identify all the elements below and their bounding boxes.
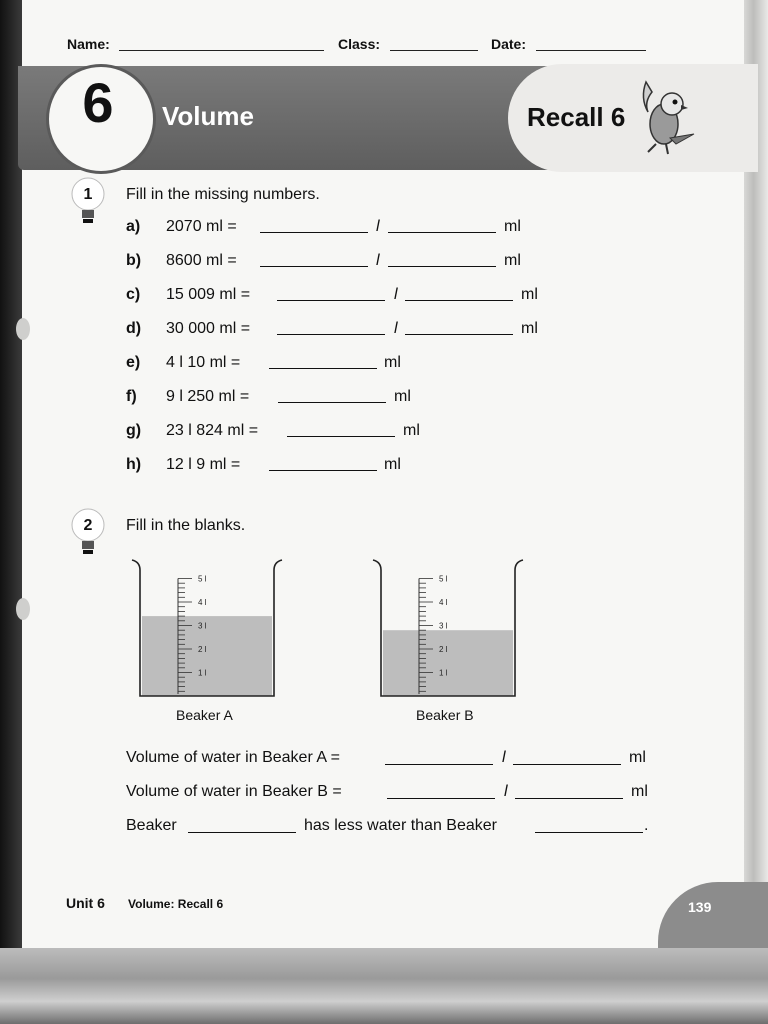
scale-label: 1 l	[198, 668, 207, 678]
item-expression: 9 l 250 ml =	[166, 388, 250, 405]
answer-blank[interactable]	[513, 764, 621, 765]
scale-label: 1 l	[439, 668, 448, 678]
item-expression: 23 l 824 ml =	[166, 422, 259, 439]
question-2-number: 2	[83, 517, 93, 534]
beaker-a-water	[142, 616, 272, 696]
line-text: Volume of water in Beaker A =	[126, 749, 340, 766]
line-text: Beaker	[126, 817, 177, 834]
answer-blank[interactable]	[405, 334, 513, 335]
unit-label: ml	[403, 422, 420, 439]
unit-label: ml	[629, 749, 646, 766]
question-1-number: 1	[83, 186, 93, 203]
line-text: Volume of water in Beaker B =	[126, 783, 342, 800]
page-number: 139	[688, 899, 712, 915]
unit-label: l	[502, 749, 506, 766]
name-field[interactable]	[119, 50, 324, 51]
scale-label: 5 l	[439, 574, 448, 584]
item-expression: 8600 ml =	[166, 252, 237, 269]
answer-blank[interactable]	[515, 798, 623, 799]
answer-blank[interactable]	[535, 832, 643, 833]
answer-blank[interactable]	[188, 832, 296, 833]
unit-label: ml	[504, 218, 521, 235]
unit-number: 6	[82, 71, 114, 134]
class-field[interactable]	[390, 50, 478, 51]
item-letter: f)	[126, 388, 137, 405]
bird-mascot-icon	[634, 78, 704, 158]
answer-blank[interactable]	[260, 232, 368, 233]
item-letter: b)	[126, 252, 142, 269]
unit-label: ml	[384, 354, 401, 371]
unit-label: ml	[394, 388, 411, 405]
unit-label: ml	[504, 252, 521, 269]
item-expression: 2070 ml =	[166, 218, 237, 235]
punch-hole	[16, 318, 30, 340]
item-letter: a)	[126, 218, 141, 235]
answer-blank[interactable]	[260, 266, 368, 267]
scale-label: 2 l	[439, 645, 448, 654]
item-expression: 30 000 ml =	[166, 320, 251, 337]
answer-blank[interactable]	[387, 798, 495, 799]
answer-blank[interactable]	[385, 764, 493, 765]
question-2-instruction: Fill in the blanks.	[126, 517, 246, 534]
footer-unit: Unit 6	[66, 895, 105, 911]
item-letter: g)	[126, 422, 142, 439]
footer-topic: Volume: Recall 6	[128, 897, 224, 911]
item-expression: 15 009 ml =	[166, 286, 251, 303]
recall-label: Recall 6	[527, 102, 626, 132]
unit-label: l	[394, 286, 398, 303]
answer-blank[interactable]	[269, 368, 377, 369]
answer-blank[interactable]	[405, 300, 513, 301]
beaker-a-label: Beaker A	[176, 707, 233, 723]
answer-blank[interactable]	[277, 334, 385, 335]
beaker-b	[369, 556, 529, 702]
answer-blank[interactable]	[287, 436, 395, 437]
beaker-a	[128, 556, 288, 702]
scale-label: 5 l	[198, 574, 207, 584]
answer-blank[interactable]	[269, 470, 377, 471]
scale-label: 4 l	[439, 598, 448, 607]
item-letter: d)	[126, 320, 142, 337]
unit-label: l	[376, 252, 380, 269]
unit-label: l	[376, 218, 380, 235]
unit-label: l	[504, 783, 508, 800]
class-label: Class:	[338, 36, 381, 52]
question-1-instruction: Fill in the missing numbers.	[126, 186, 320, 203]
item-expression: 12 l 9 ml =	[166, 456, 241, 473]
scale-label: 3 l	[198, 621, 207, 631]
answer-blank[interactable]	[388, 266, 496, 267]
line-end: .	[644, 817, 649, 834]
unit-label: ml	[521, 286, 538, 303]
scale-label: 3 l	[439, 621, 448, 631]
punch-hole	[16, 598, 30, 620]
unit-label: ml	[631, 783, 648, 800]
beaker-b-label: Beaker B	[416, 707, 474, 723]
answer-blank[interactable]	[388, 232, 496, 233]
scale-label: 4 l	[198, 598, 207, 607]
item-expression: 4 l 10 ml =	[166, 354, 241, 371]
unit-label: l	[394, 320, 398, 337]
item-letter: e)	[126, 354, 141, 371]
name-label: Name:	[67, 36, 110, 52]
date-label: Date:	[491, 36, 527, 52]
item-letter: h)	[126, 456, 142, 473]
beaker-b-water	[383, 630, 513, 696]
date-field[interactable]	[536, 50, 646, 51]
scale-label: 2 l	[198, 645, 207, 654]
answer-blank[interactable]	[277, 300, 385, 301]
scan-edge	[0, 948, 768, 1024]
line-text: has less water than Beaker	[304, 817, 497, 834]
answer-blank[interactable]	[278, 402, 386, 403]
item-letter: c)	[126, 286, 141, 303]
unit-label: ml	[521, 320, 538, 337]
unit-title: Volume	[162, 101, 254, 131]
unit-label: ml	[384, 456, 401, 473]
